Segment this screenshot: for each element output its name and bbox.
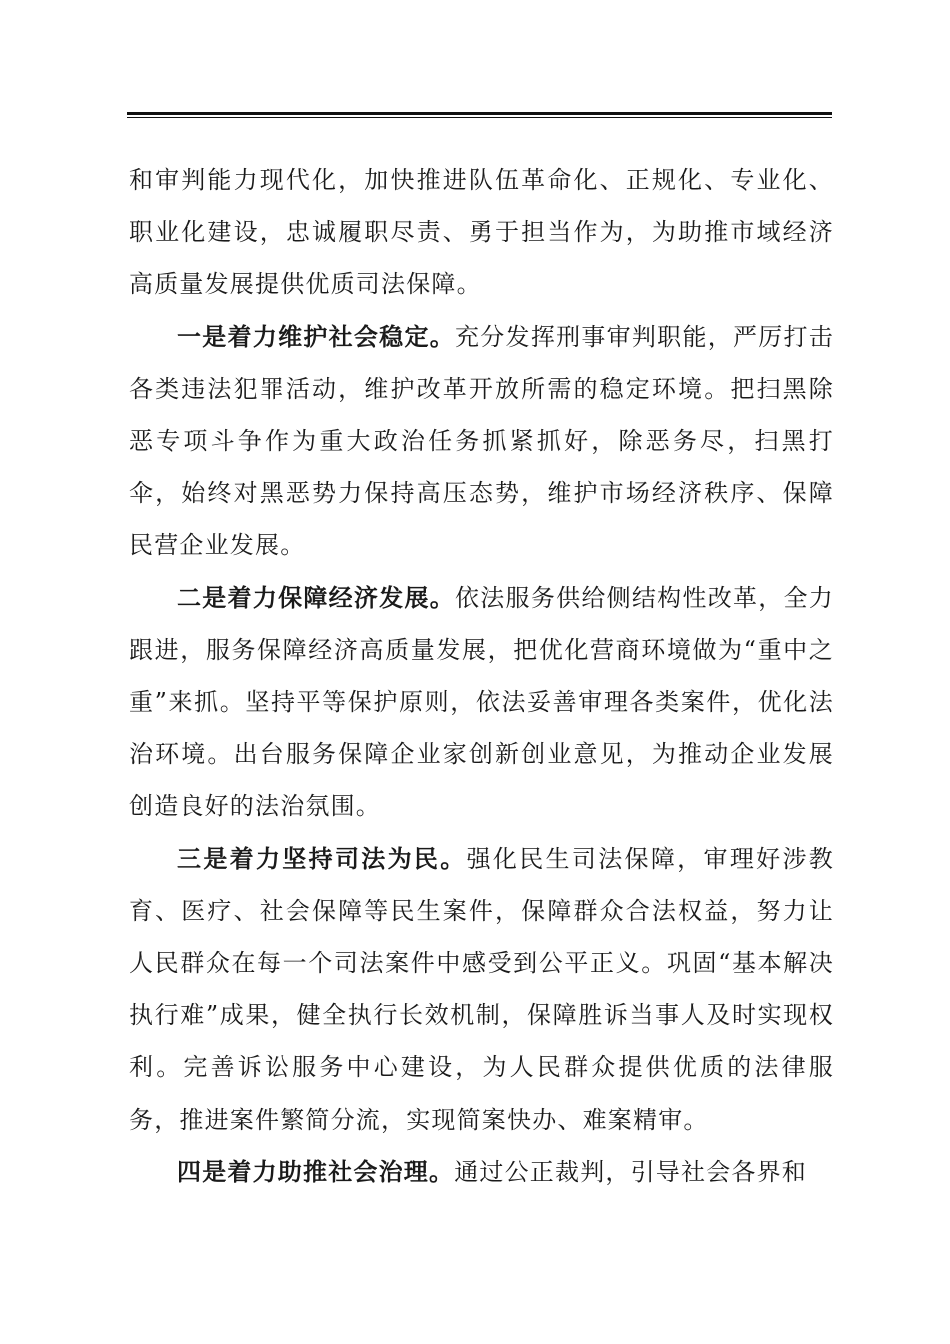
- paragraph-text: 通过公正裁判，引导社会各界和: [454, 1157, 808, 1186]
- paragraph-point-1: [129, 311, 834, 572]
- paragraph-lead: 一是着力维护社会稳定。: [177, 322, 455, 351]
- paragraph-text: 强化民生司法保障，审理好涉教育、医疗、社会保障等民生案件，保障群众合法权益，努力让人民群众在每一个司法案件中感受到公平正义。巩固“基本解决执行难”成果，健全执行长效机制，保障胜诉当事人及时实现权利。完善诉讼服务中心建设，为人民群众提供优质的法律服务，推进案件繁简分流，实现简案快办、难案精审。: [129, 844, 834, 1134]
- paragraph-text: 充分发挥刑事审判职能，严厉打击各类违法犯罪活动，维护改革开放所需的稳定环境。把扫黑除恶专项斗争作为重大政治任务抓紧抓好，除恶务尽，扫黑打伞，始终对黑恶势力保持高压态势，维护市场经济秩序、保障民营企业发展。: [129, 322, 835, 560]
- paragraph-point-2: [129, 572, 834, 833]
- paragraph-continuation: [129, 154, 834, 311]
- paragraph-text: 依法服务供给侧结构性改革，全力跟进，服务保障经济高质量发展，把优化营商环境做为“重中之重”来抓。坚持平等保护原则，依法妥善审理各类案件，优化法治环境。出台服务保障企业家创新创业意见，为推动企业发展创造良好的法治氛围。: [129, 583, 835, 821]
- header-double-rule: [127, 112, 832, 118]
- paragraph-point-3: [129, 833, 834, 1146]
- paragraph-lead: 三是着力坚持司法为民。: [177, 844, 467, 873]
- paragraph-text: 和审判能力现代化，加快推进队伍革命化、正规化、专业化、职业化建设，忠诚履职尽责、勇于担当作为，为助推市域经济高质量发展提供优质司法保障。: [129, 166, 834, 299]
- document-body: [129, 154, 834, 1198]
- paragraph-point-4: [129, 1146, 834, 1198]
- paragraph-lead: 二是着力保障经济发展。: [177, 583, 455, 612]
- header-rule-thin: [127, 117, 832, 118]
- paragraph-lead: 四是着力助推社会治理。: [177, 1157, 455, 1186]
